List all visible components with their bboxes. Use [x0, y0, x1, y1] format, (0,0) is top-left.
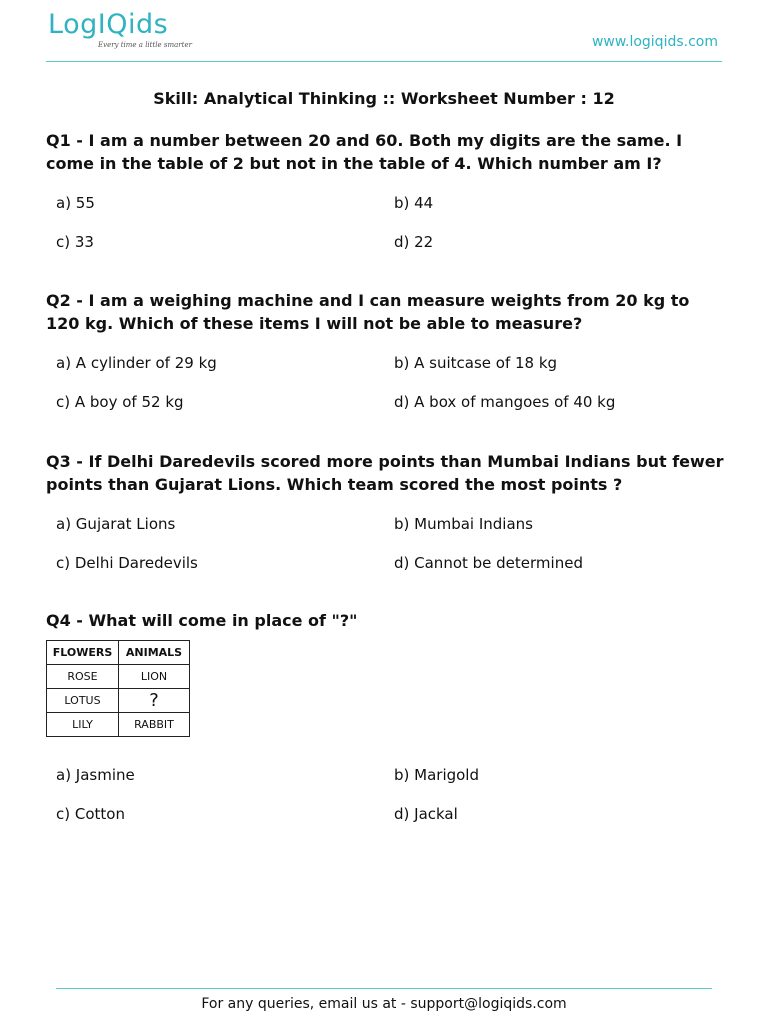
q2-option-c: c) A boy of 52 kg: [56, 393, 184, 411]
q4-option-a: a) Jasmine: [56, 766, 135, 784]
q1-option-d: d) 22: [394, 233, 434, 251]
question-3-text: Q3 - If Delhi Daredevils scored more points than Mumbai Indians but fewer points than Gujarat Lions. Which team scored the most points ?: [46, 452, 724, 494]
question-2-text: Q2 - I am a weighing machine and I can measure weights from 20 kg to 120 kg. Which of these items I will not be able to measure?: [46, 291, 690, 333]
question-4-text: Q4 - What will come in place of "?": [46, 611, 358, 630]
footer-divider: [56, 988, 712, 989]
q1-option-c: c) 33: [56, 233, 94, 251]
table-cell: RABBIT: [119, 713, 190, 737]
table-cell: LION: [119, 665, 190, 689]
q3-option-d: d) Cannot be determined: [394, 554, 583, 572]
q4-option-b: b) Marigold: [394, 766, 479, 784]
q4-option-c: c) Cotton: [56, 805, 125, 823]
table-cell: LILY: [47, 713, 119, 737]
logiqids-logo: [48, 9, 192, 49]
q4-option-d: d) Jackal: [394, 805, 458, 823]
page-header: [0, 0, 768, 62]
table-row: [47, 665, 190, 689]
flowers-animals-table: [46, 640, 190, 737]
table-row: [47, 713, 190, 737]
table-row: [47, 689, 190, 713]
q3-option-a: a) Gujarat Lions: [56, 515, 176, 533]
table-header-animals: ANIMALS: [119, 641, 190, 665]
footer-contact: For any queries, email us at - support@logiqids.com: [201, 996, 567, 1012]
website-link[interactable]: www.logiqids.com: [591, 34, 718, 50]
table-cell-unknown: ?: [119, 689, 190, 713]
logo-text: LogIQids: [48, 9, 169, 40]
worksheet-title: Skill: Analytical Thinking :: Worksheet Number : 12: [153, 89, 615, 108]
q1-option-b: b) 44: [394, 194, 434, 212]
table-header-row: [47, 641, 190, 665]
q3-option-c: c) Delhi Daredevils: [56, 554, 198, 572]
q2-option-a: a) A cylinder of 29 kg: [56, 354, 217, 372]
table-cell: LOTUS: [47, 689, 119, 713]
table-cell: ROSE: [47, 665, 119, 689]
q2-option-d: d) A box of mangoes of 40 kg: [394, 393, 616, 411]
q2-option-b: b) A suitcase of 18 kg: [394, 354, 558, 372]
question-1-text: Q1 - I am a number between 20 and 60. Both my digits are the same. I come in the table of 2 but not in the table of 4. Which number am I?: [46, 131, 683, 173]
q3-option-b: b) Mumbai Indians: [394, 515, 533, 533]
header-divider: [46, 61, 722, 62]
table-header-flowers: FLOWERS: [47, 641, 119, 665]
q1-option-a: a) 55: [56, 194, 95, 212]
logo-tagline: Every time a little smarter: [98, 41, 192, 49]
